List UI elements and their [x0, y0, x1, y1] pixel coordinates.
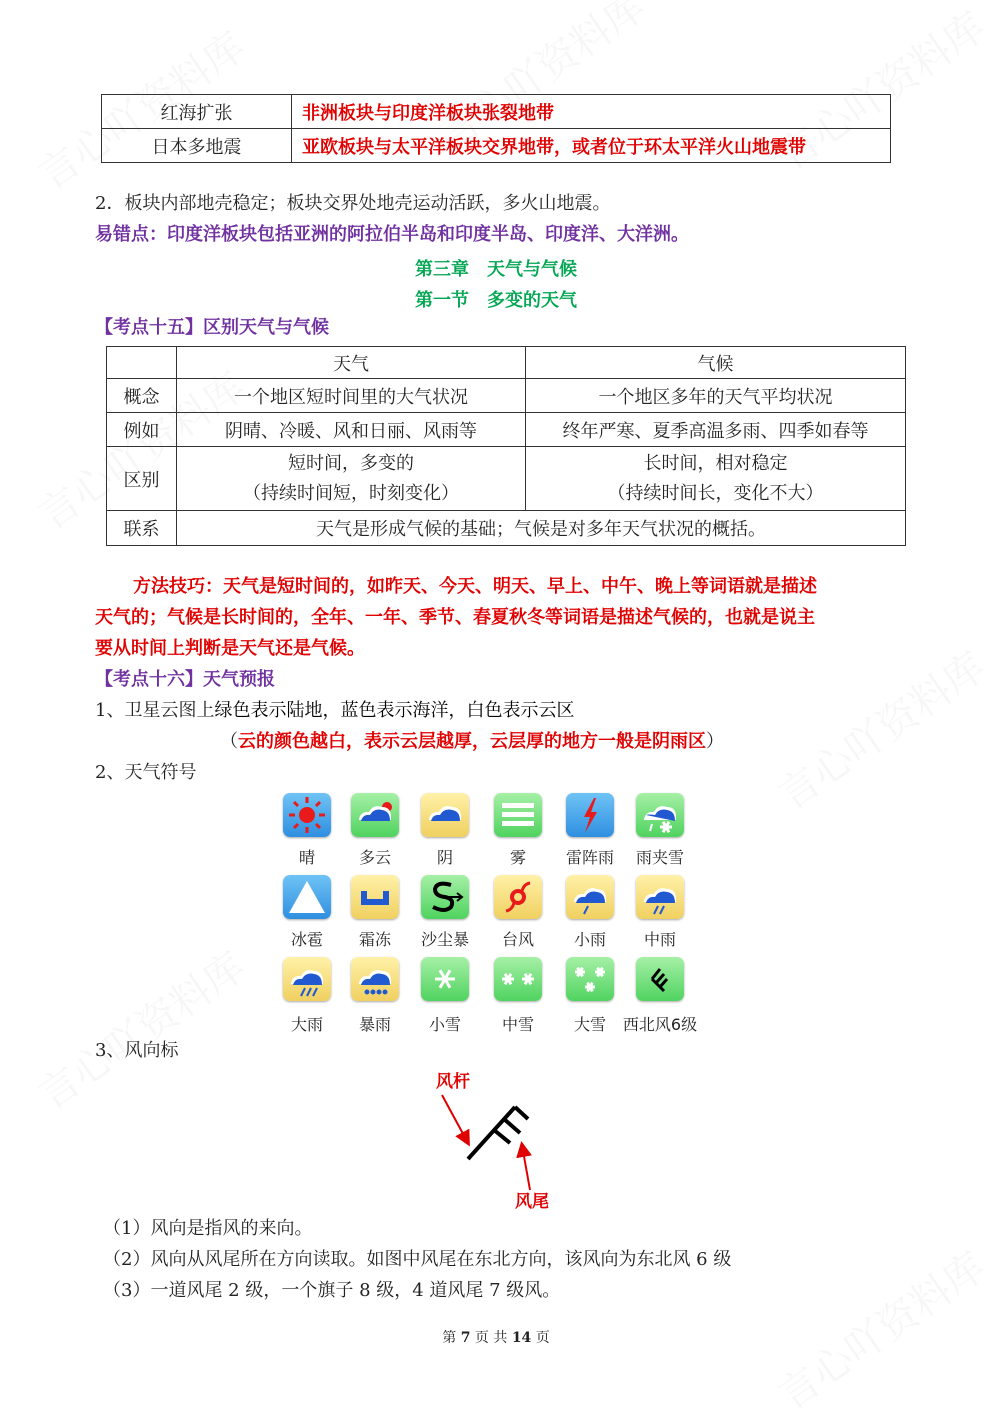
overcast-icon — [421, 793, 469, 837]
method-line: 天气的；气候是长时间的，全年、一年、季节、春夏秋冬等词语是描述气候的，也就是说主 — [95, 607, 815, 628]
table-row — [107, 379, 906, 413]
light-snow-icon — [421, 957, 469, 1001]
section-title: 第一节 多变的天气 — [415, 290, 577, 311]
satellite-line — [95, 700, 574, 722]
satellite-colors: 绿色表示陆地，蓝色表示海洋，白色表示云区 — [214, 700, 575, 721]
weather-cell: 一个地区短时间里的大气状况 — [177, 379, 526, 413]
paren: （ — [220, 731, 238, 752]
header-climate: 气候 — [526, 347, 906, 379]
sunny-icon — [283, 793, 331, 837]
symbol-label: 沙尘暴 — [420, 930, 469, 949]
plate-table — [101, 94, 891, 163]
note-1: （1）风向是指风的来向。 — [103, 1218, 313, 1239]
heavy-rain-icon — [283, 957, 331, 1001]
table-row — [102, 95, 891, 129]
watermark — [25, 936, 254, 1120]
wind-tail-label: 风尾 — [515, 1192, 549, 1212]
heavy-snow-icon — [566, 957, 614, 1001]
footer-text: 第 — [442, 1330, 457, 1346]
symbol-label: 中雨 — [643, 930, 676, 949]
weather-line: （持续时间短，时刻变化） — [243, 482, 459, 504]
weather-cell — [177, 447, 526, 511]
rainstorm-icon — [351, 957, 399, 1001]
watermark — [765, 636, 992, 820]
weather-climate-table — [106, 346, 906, 546]
moderate-rain-icon — [636, 875, 684, 919]
symbol-label: 中雪 — [501, 1015, 534, 1034]
row-value: 亚欧板块与太平洋板块交界地带，或者位于环太平洋火山地震带 — [292, 129, 891, 163]
weather-cell: 阴晴、冷暖、风和日丽、风雨等 — [177, 413, 526, 447]
table-header — [107, 347, 906, 379]
symbol-label: 雨夹雪 — [635, 848, 684, 867]
wind-barb-diagram — [430, 1085, 550, 1195]
row-label: 联系 — [107, 511, 177, 546]
moderate-snow-icon — [494, 957, 542, 1001]
typhoon-icon — [494, 875, 542, 919]
row-label: 红海扩张 — [102, 95, 292, 129]
symbol-label: 大雨 — [290, 1015, 323, 1034]
symbol-label: 阴 — [436, 848, 453, 867]
row-label: 日本多地震 — [102, 129, 292, 163]
symbol-label: 小雨 — [573, 930, 606, 949]
row-value: 非洲板块与印度洋板块张裂地带 — [292, 95, 891, 129]
symbol-label: 西北风6级 — [622, 1015, 698, 1034]
thunderstorm-icon — [566, 793, 614, 837]
header-weather: 天气 — [177, 347, 526, 379]
table-row — [107, 413, 906, 447]
total-pages: 14 — [511, 1330, 532, 1346]
satellite-note-text: 云的颜色越白，表示云层越厚，云层厚的地方一般是阴雨区 — [238, 731, 706, 752]
northwest-wind-icon — [636, 957, 684, 1001]
method-line: 要从时间上判断是天气还是气候。 — [95, 638, 365, 659]
chapter-title: 第三章 天气与气候 — [415, 259, 577, 280]
weather-line: 短时间，多变的 — [288, 452, 414, 474]
paren: ） — [706, 731, 724, 752]
partly-cloudy-icon — [351, 793, 399, 837]
symbol-label: 霜冻 — [358, 930, 391, 949]
satellite-note — [220, 731, 724, 753]
symbol-label: 雷阵雨 — [565, 848, 614, 867]
hail-icon — [283, 875, 331, 919]
footer-text: 页 — [535, 1330, 550, 1346]
symbol-label: 小雪 — [428, 1015, 461, 1034]
sleet-icon — [636, 793, 684, 837]
header-empty — [107, 347, 177, 379]
table-row — [102, 129, 891, 163]
symbol-label: 暴雨 — [358, 1015, 391, 1034]
satellite-prefix: 1、卫星云图上 — [95, 700, 215, 721]
symbol-label: 台风 — [501, 930, 534, 949]
climate-line: 长时间，相对稳定 — [643, 452, 788, 474]
note-2: （2）风向从风尾所在方向读取。如图中风尾在东北方向，该风向为东北风 6 级 — [103, 1249, 732, 1270]
note-3: （3）一道风尾 2 级，一个旗子 8 级，4 道风尾 7 级风。 — [103, 1280, 561, 1301]
climate-cell: 一个地区多年的天气平均状况 — [526, 379, 906, 413]
row-label: 概念 — [107, 379, 177, 413]
symbol-label: 大雪 — [573, 1015, 606, 1034]
page-footer — [0, 1327, 992, 1347]
footer-text: 页 共 — [474, 1330, 508, 1346]
symbol-label: 多云 — [358, 848, 391, 867]
climate-line: （持续时间长，变化不大） — [607, 482, 824, 504]
wind-pole-label: 风杆 — [436, 1072, 470, 1092]
table-row — [107, 447, 906, 511]
point-2: 2．板块内部地壳稳定；板块交界处地壳运动活跃，多火山地震。 — [95, 193, 611, 214]
climate-cell: 终年严寒、夏季高温多雨、四季如春等 — [526, 413, 906, 447]
kp15-heading: 【考点十五】区别天气与气候 — [95, 317, 329, 338]
fog-icon — [494, 793, 542, 837]
light-rain-icon — [566, 875, 614, 919]
symbol-label: 冰雹 — [290, 930, 323, 949]
kp16-heading: 【考点十六】天气预报 — [95, 669, 275, 690]
page-number: 7 — [460, 1330, 471, 1346]
relation-cell: 天气是形成气候的基础；气候是对多年天气状况的概括。 — [177, 511, 906, 546]
sandstorm-icon — [421, 875, 469, 919]
table-row — [107, 511, 906, 546]
row-label: 例如 — [107, 413, 177, 447]
symbol-label: 雾 — [509, 848, 526, 867]
mistake-note: 易错点：印度洋板块包括亚洲的阿拉伯半岛和印度半岛、印度洋、大洋洲。 — [95, 224, 689, 245]
climate-cell — [526, 447, 906, 511]
method-line: 方法技巧：天气是短时间的，如昨天、今天、明天、早上、中午、晚上等词语就是描述 — [133, 576, 817, 597]
symbols-title: 2、天气符号 — [95, 762, 197, 783]
wind-title: 3、风向标 — [95, 1040, 179, 1061]
symbol-label: 晴 — [298, 848, 315, 867]
frost-icon — [351, 875, 399, 919]
row-label: 区别 — [107, 447, 177, 511]
